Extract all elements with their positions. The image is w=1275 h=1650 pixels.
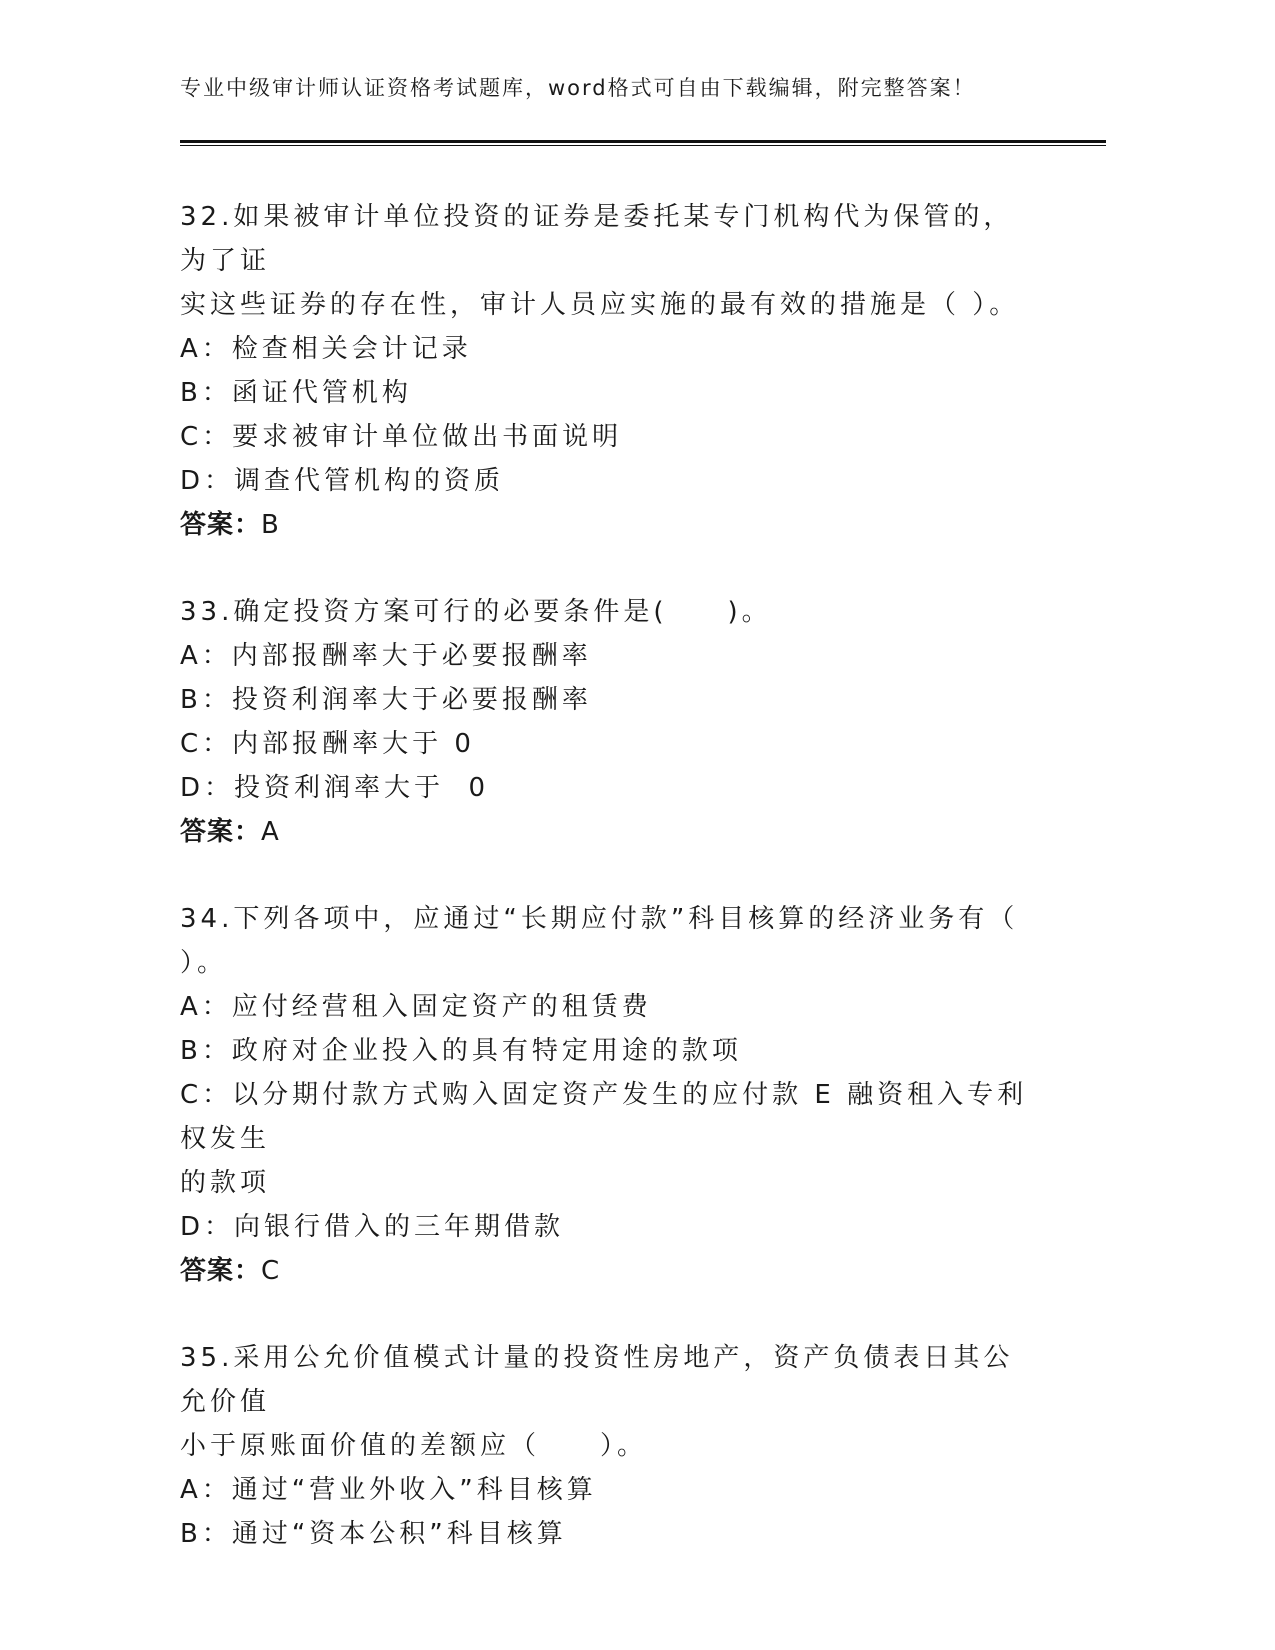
option-d: D：向银行借入的三年期借款 — [180, 1212, 565, 1242]
question-32 — [180, 195, 1040, 547]
answer-value: C — [261, 1256, 281, 1286]
option-d: D：投资利润率大于 0 — [180, 773, 490, 803]
answer-line — [180, 810, 1040, 854]
option-a: A：内部报酬率大于必要报酬率 — [180, 641, 592, 671]
question-33 — [180, 590, 1040, 854]
option-b: B：函证代管机构 — [180, 378, 412, 408]
option-b: B：投资利润率大于必要报酬率 — [180, 685, 592, 715]
option-c: C：要求被审计单位做出书面说明 — [180, 422, 623, 452]
option-a: A：检查相关会计记录 — [180, 334, 472, 364]
question-stem-line: 实这些证券的存在性，审计人员应实施的最有效的措施是（ ）。 — [180, 290, 1020, 320]
option-d: D：调查代管机构的资质 — [180, 466, 505, 496]
header-divider — [180, 140, 1106, 146]
question-35 — [180, 1336, 1040, 1556]
answer-line — [180, 1249, 1040, 1293]
option-b: B：通过“资本公积”科目核算 — [180, 1519, 567, 1549]
answer-label: 答案： — [180, 817, 262, 847]
option-b: B：政府对企业投入的具有特定用途的款项 — [180, 1036, 742, 1066]
question-34 — [180, 897, 1040, 1293]
question-stem-line: 35.采用公允价值模式计量的投资性房地产，资产负债表日其公允价值 — [180, 1343, 1014, 1417]
answer-line — [180, 503, 1040, 547]
question-list — [180, 195, 1040, 1599]
question-stem-line: 33.确定投资方案可行的必要条件是( )。 — [180, 597, 772, 627]
answer-value: B — [261, 510, 280, 540]
page-header: 专业中级审计师认证资格考试题库，word格式可自由下载编辑，附完整答案！ — [180, 76, 976, 100]
option-c: C：以分期付款方式购入固定资产发生的应付款 E 融资租入专利权发生 — [180, 1080, 1028, 1154]
answer-label: 答案： — [180, 1256, 262, 1286]
question-stem-line: 34.下列各项中，应通过“长期应付款”科目核算的经济业务有（ — [180, 904, 1019, 934]
answer-value: A — [261, 817, 280, 847]
question-stem-line: 小于原账面价值的差额应（ ）。 — [180, 1431, 648, 1461]
option-a: A：通过“营业外收入”科目核算 — [180, 1475, 597, 1505]
answer-label: 答案： — [180, 510, 262, 540]
option-c-continued: 的款项 — [180, 1168, 271, 1198]
option-c: C：内部报酬率大于 0 — [180, 729, 475, 759]
question-stem-line: 32.如果被审计单位投资的证券是委托某专门机构代为保管的，为了证 — [180, 202, 1014, 276]
question-stem-line: ）。 — [180, 948, 228, 978]
option-a: A：应付经营租入固定资产的租赁费 — [180, 992, 652, 1022]
